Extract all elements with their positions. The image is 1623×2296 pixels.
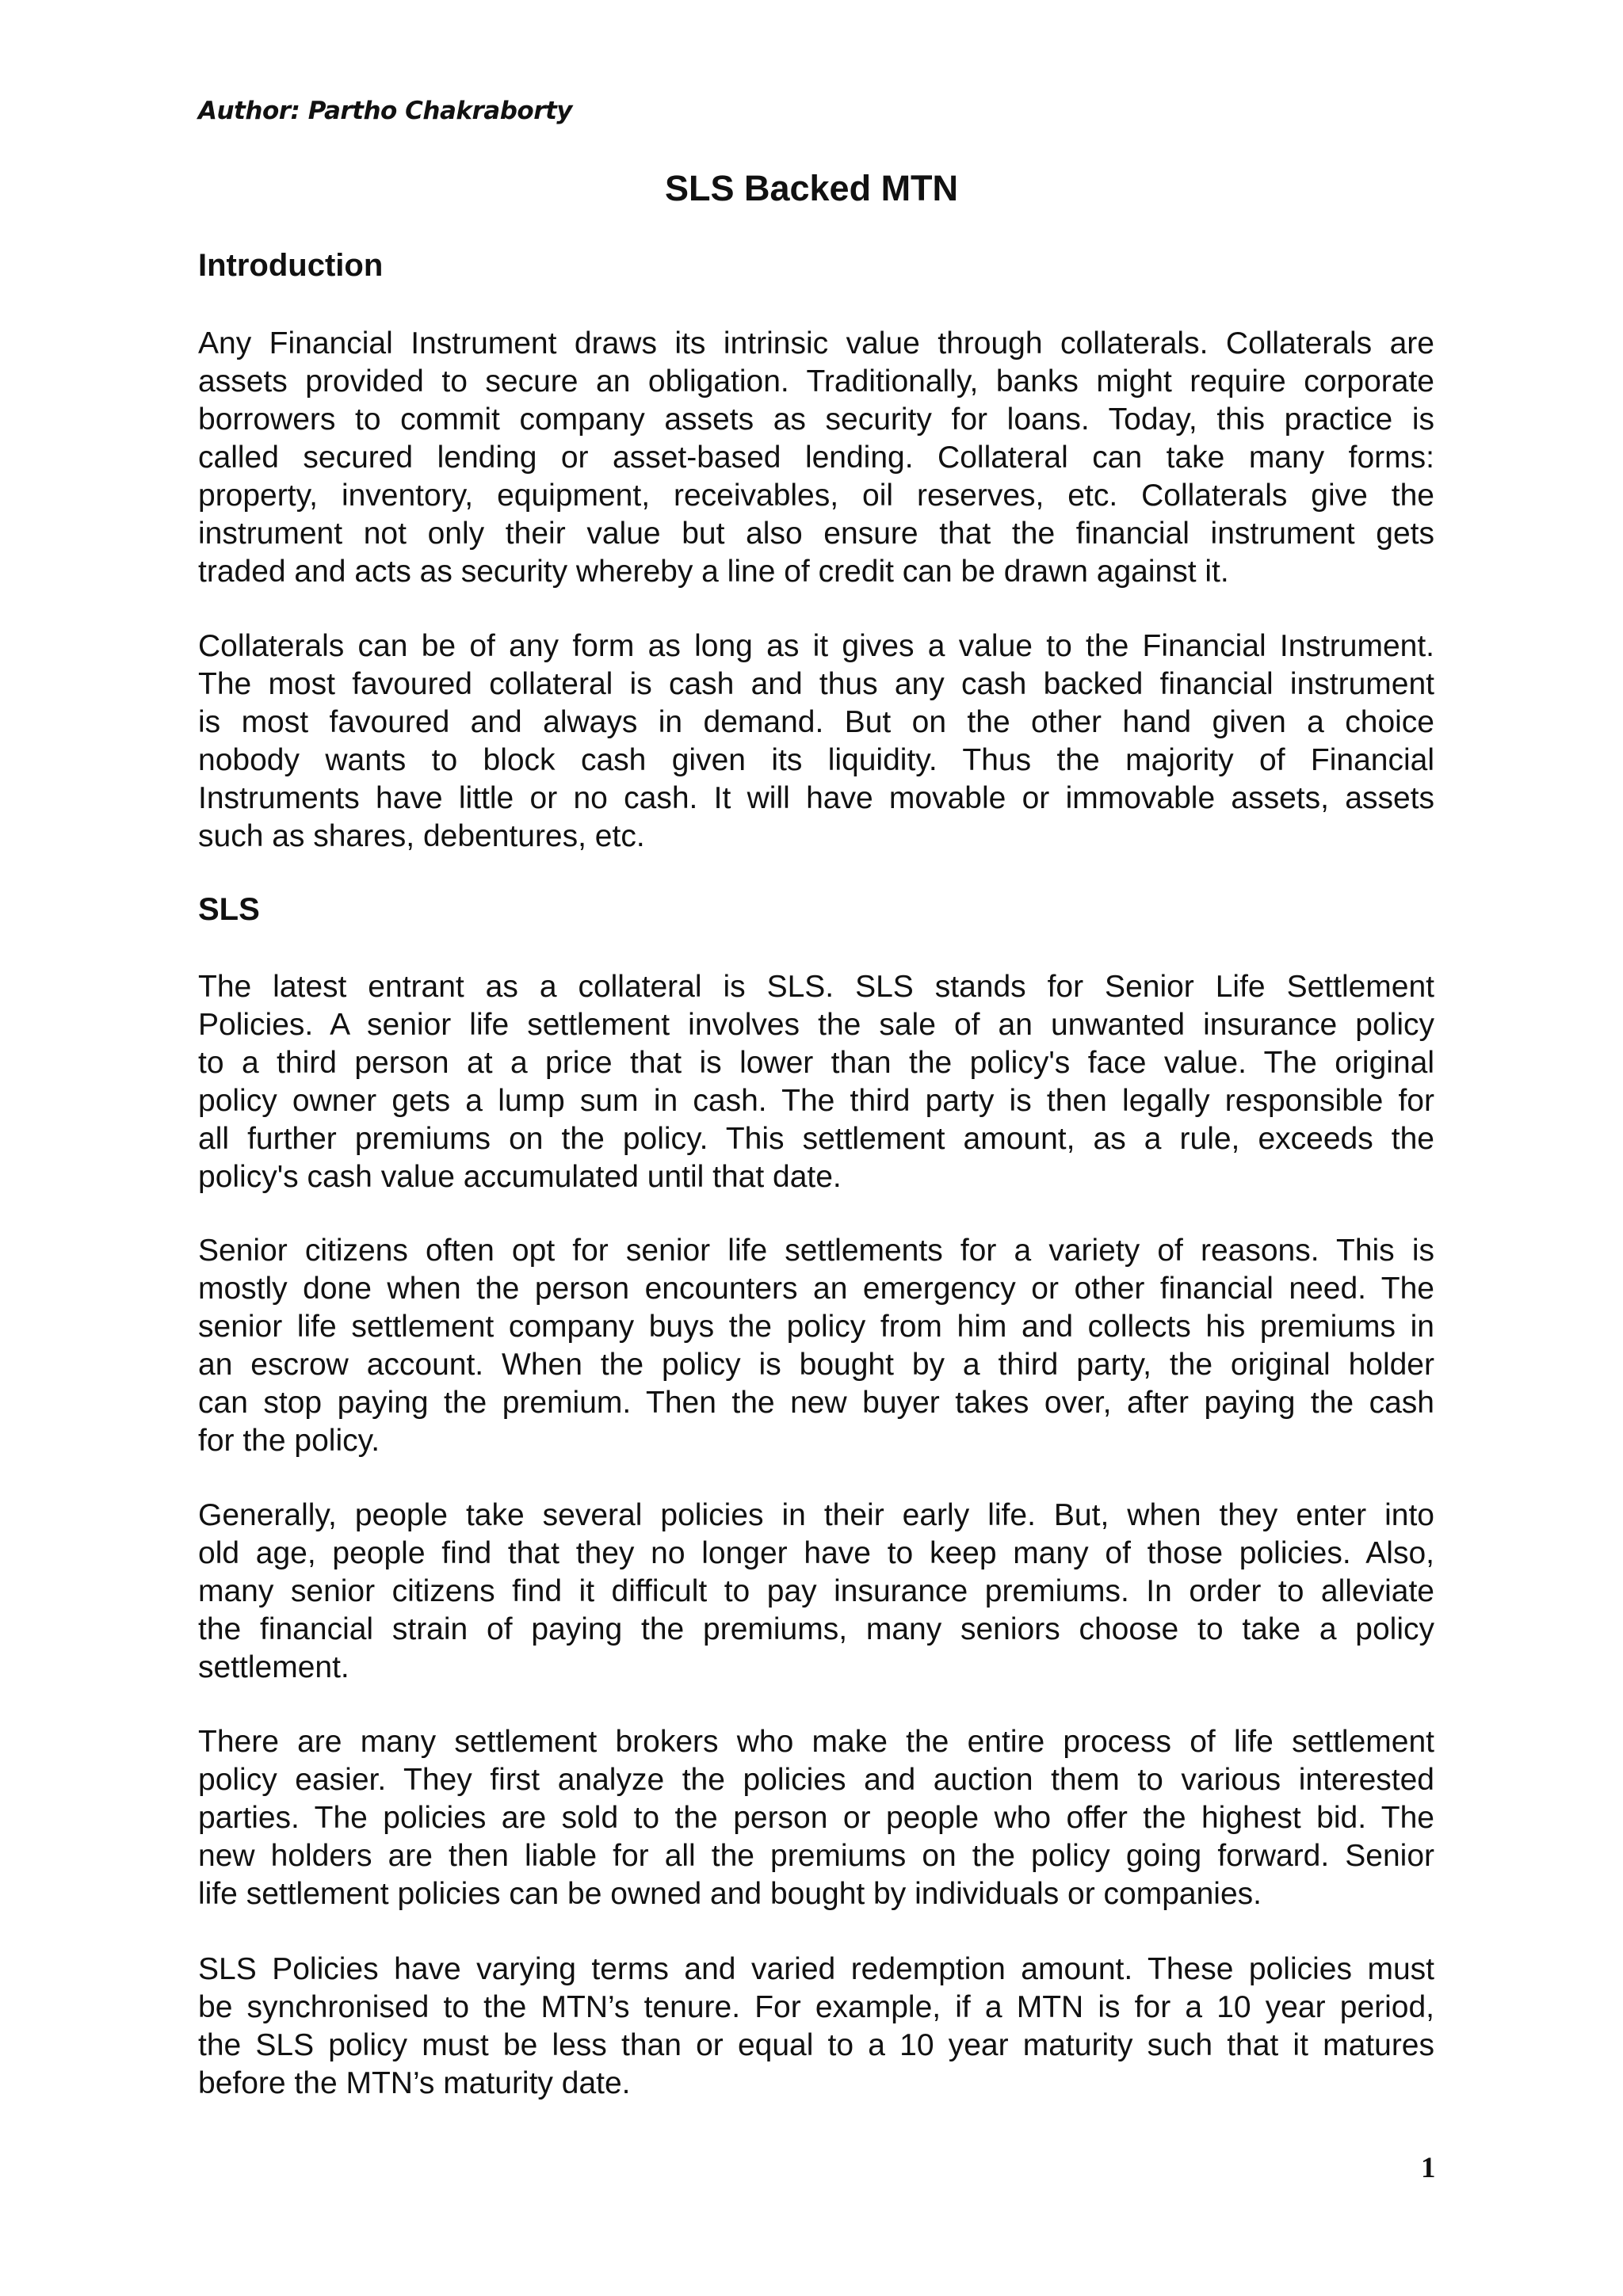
- paragraph-line: life settlement policies can be owned and bought by individuals or companies.: [198, 1877, 1262, 1911]
- paragraph-line: borrowers to commit company assets as security for loans. Today, this practice is: [198, 402, 1434, 437]
- paragraph-line: instrument not only their value but also ensure that the financial instrument gets: [198, 517, 1434, 551]
- paragraph-6: [198, 1723, 1434, 1913]
- paragraph-line: for the policy.: [198, 1424, 380, 1458]
- paragraph-line: The most favoured collateral is cash and thus any cash backed financial instrument: [198, 667, 1434, 701]
- paragraph-line: parties. The policies are sold to the person or people who offer the highest bid. The: [198, 1801, 1434, 1835]
- paragraph-line: traded and acts as security whereby a line of credit can be drawn against it.: [198, 555, 1229, 589]
- paragraph-line: Senior citizens often opt for senior life settlements for a variety of reasons. This is: [198, 1234, 1434, 1268]
- paragraph-line: nobody wants to block cash given its liquidity. Thus the majority of Financial: [198, 743, 1434, 777]
- paragraph-line: mostly done when the person encounters an emergency or other financial need. The: [198, 1272, 1434, 1306]
- paragraph-line: is most favoured and always in demand. But on the other hand given a choice: [198, 705, 1434, 739]
- paragraph-2: [198, 627, 1434, 856]
- paragraph-line: Any Financial Instrument draws its intrinsic value through collaterals. Collaterals are: [198, 326, 1434, 360]
- paragraph-line: the SLS policy must be less than or equal to a 10 year maturity such that it matures: [198, 2028, 1434, 2062]
- paragraph-line: called secured lending or asset-based lending. Collateral can take many forms:: [198, 441, 1434, 475]
- paragraph-line: Collaterals can be of any form as long as it gives a value to the Financial Instrument.: [198, 629, 1434, 663]
- section-heading-introduction: Introduction: [198, 248, 384, 283]
- paragraph-line: The latest entrant as a collateral is SLS. SLS stands for Senior Life Settlement: [198, 970, 1434, 1004]
- paragraph-line: senior life settlement company buys the policy from him and collects his premiums in: [198, 1310, 1434, 1344]
- paragraph-line: can stop paying the premium. Then the new buyer takes over, after paying the cash: [198, 1386, 1434, 1420]
- paragraph-line: SLS Policies have varying terms and varied redemption amount. These policies must: [198, 1952, 1434, 1986]
- author-line: Author: Partho Chakraborty: [198, 97, 573, 125]
- document-title: SLS Backed MTN: [664, 168, 959, 208]
- paragraph-line: There are many settlement brokers who make the entire process of life settlement: [198, 1725, 1434, 1759]
- page-number: 1: [1421, 2152, 1436, 2184]
- paragraph-line: old age, people find that they no longer have to keep many of those policies. Also,: [198, 1536, 1434, 1570]
- paragraph-line: policy owner gets a lump sum in cash. The third party is then legally responsible for: [198, 1084, 1434, 1118]
- paragraph-line: all further premiums on the policy. This settlement amount, as a rule, exceeds the: [198, 1122, 1434, 1156]
- paragraph-line: to a third person at a price that is lower than the policy's face value. The original: [198, 1046, 1434, 1080]
- section-heading-sls: SLS: [198, 892, 260, 927]
- paragraph-line: property, inventory, equipment, receivables, oil reserves, etc. Collaterals give the: [198, 479, 1434, 513]
- paragraph-line: policy easier. They first analyze the policies and auction them to various interested: [198, 1763, 1434, 1797]
- paragraph-line: the financial strain of paying the premiums, many seniors choose to take a policy: [198, 1612, 1434, 1646]
- paragraph-1: [198, 325, 1434, 591]
- paragraph-line: many senior citizens find it difficult to pay insurance premiums. In order to alleviate: [198, 1574, 1434, 1608]
- paragraph-line: Instruments have little or no cash. It will have movable or immovable assets, assets: [198, 781, 1434, 815]
- paragraph-5: [198, 1497, 1434, 1687]
- paragraph-line: new holders are then liable for all the premiums on the policy going forward. Senior: [198, 1839, 1434, 1873]
- paragraph-line: an escrow account. When the policy is bought by a third party, the original holder: [198, 1348, 1434, 1382]
- paragraph-7: [198, 1951, 1434, 2103]
- paragraph-line: policy's cash value accumulated until that date.: [198, 1160, 842, 1194]
- paragraph-line: be synchronised to the MTN’s tenure. For example, if a MTN is for a 10 year period,: [198, 1990, 1434, 2024]
- paragraph-line: such as shares, debentures, etc.: [198, 819, 645, 853]
- paragraph-line: before the MTN’s maturity date.: [198, 2066, 631, 2100]
- paragraph-line: settlement.: [198, 1650, 349, 1684]
- paragraph-line: assets provided to secure an obligation. Traditionally, banks might require corporate: [198, 364, 1434, 399]
- paragraph-3: [198, 968, 1434, 1196]
- paragraph-line: Generally, people take several policies in their early life. But, when they enter into: [198, 1498, 1434, 1532]
- paragraph-line: Policies. A senior life settlement involves the sale of an unwanted insurance policy: [198, 1008, 1434, 1042]
- paragraph-4: [198, 1232, 1434, 1460]
